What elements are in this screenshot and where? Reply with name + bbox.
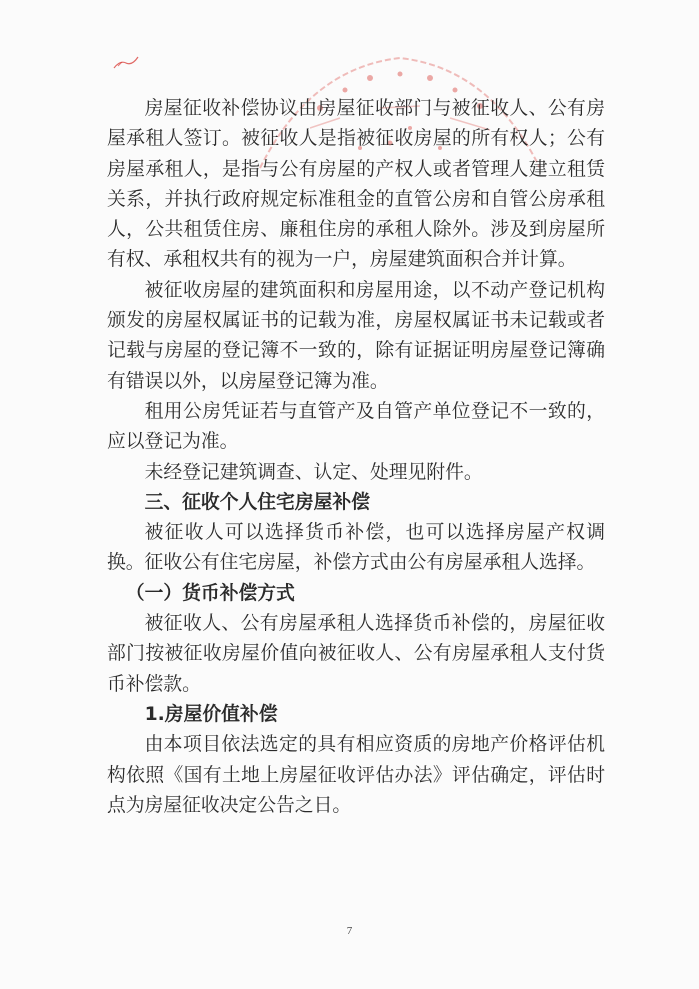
paragraph: 由本项目依法选定的具有相应资质的房地产价格评估机构依照《国有土地上房屋征收评估办法》评估确定，评估时点为房屋征收决定公告之日。 [107, 734, 605, 816]
paragraph: 租用公房凭证若与直管产及自管产单位登记不一致的，应以登记为准。 [107, 400, 605, 453]
section-heading: 1.房屋价值补偿 [144, 703, 278, 725]
section-heading: 三、征收个人住宅房屋补偿 [144, 491, 370, 513]
paragraph: 被征收人、公有房屋承租人选择货币补偿的，房屋征收部门按被征收房屋价值向被征收人、公有房屋承租人支付货币补偿款。 [107, 613, 605, 695]
paragraph: 房屋征收补偿协议由房屋征收部门与被征收人、公有房屋承租人签订。被征收人是指被征收房屋的所有权人；公有房屋承租人，是指与公有房屋的产权人或者管理人建立租赁关系，并执行政府规定标准租金的直管公房和自管公房承租人，公共租赁住房、廉租住房的承租人除外。涉及到房屋所有权、承租权共有的视为一户，房屋建筑面积合并计算。 [107, 98, 605, 271]
paragraph: 被征收房屋的建筑面积和房屋用途，以不动产登记机构颁发的房屋权属证书的记载为准，房屋权属证书未记载或者记载与房屋的登记簿不一致的，除有证据证明房屋登记簿确有错误以外，以房屋登记簿为准。 [107, 279, 605, 392]
red-ink-mark-icon [112, 54, 142, 70]
document-body [107, 94, 605, 821]
paragraph: 被征收人可以选择货币补偿，也可以选择房屋产权调换。征收公有住宅房屋，补偿方式由公有房屋承租人选择。 [107, 522, 605, 574]
section-heading: （一）货币补偿方式 [125, 582, 295, 604]
paragraph: 未经登记建筑调查、认定、处理见附件。 [144, 461, 483, 483]
page-number: 7 [346, 925, 353, 937]
